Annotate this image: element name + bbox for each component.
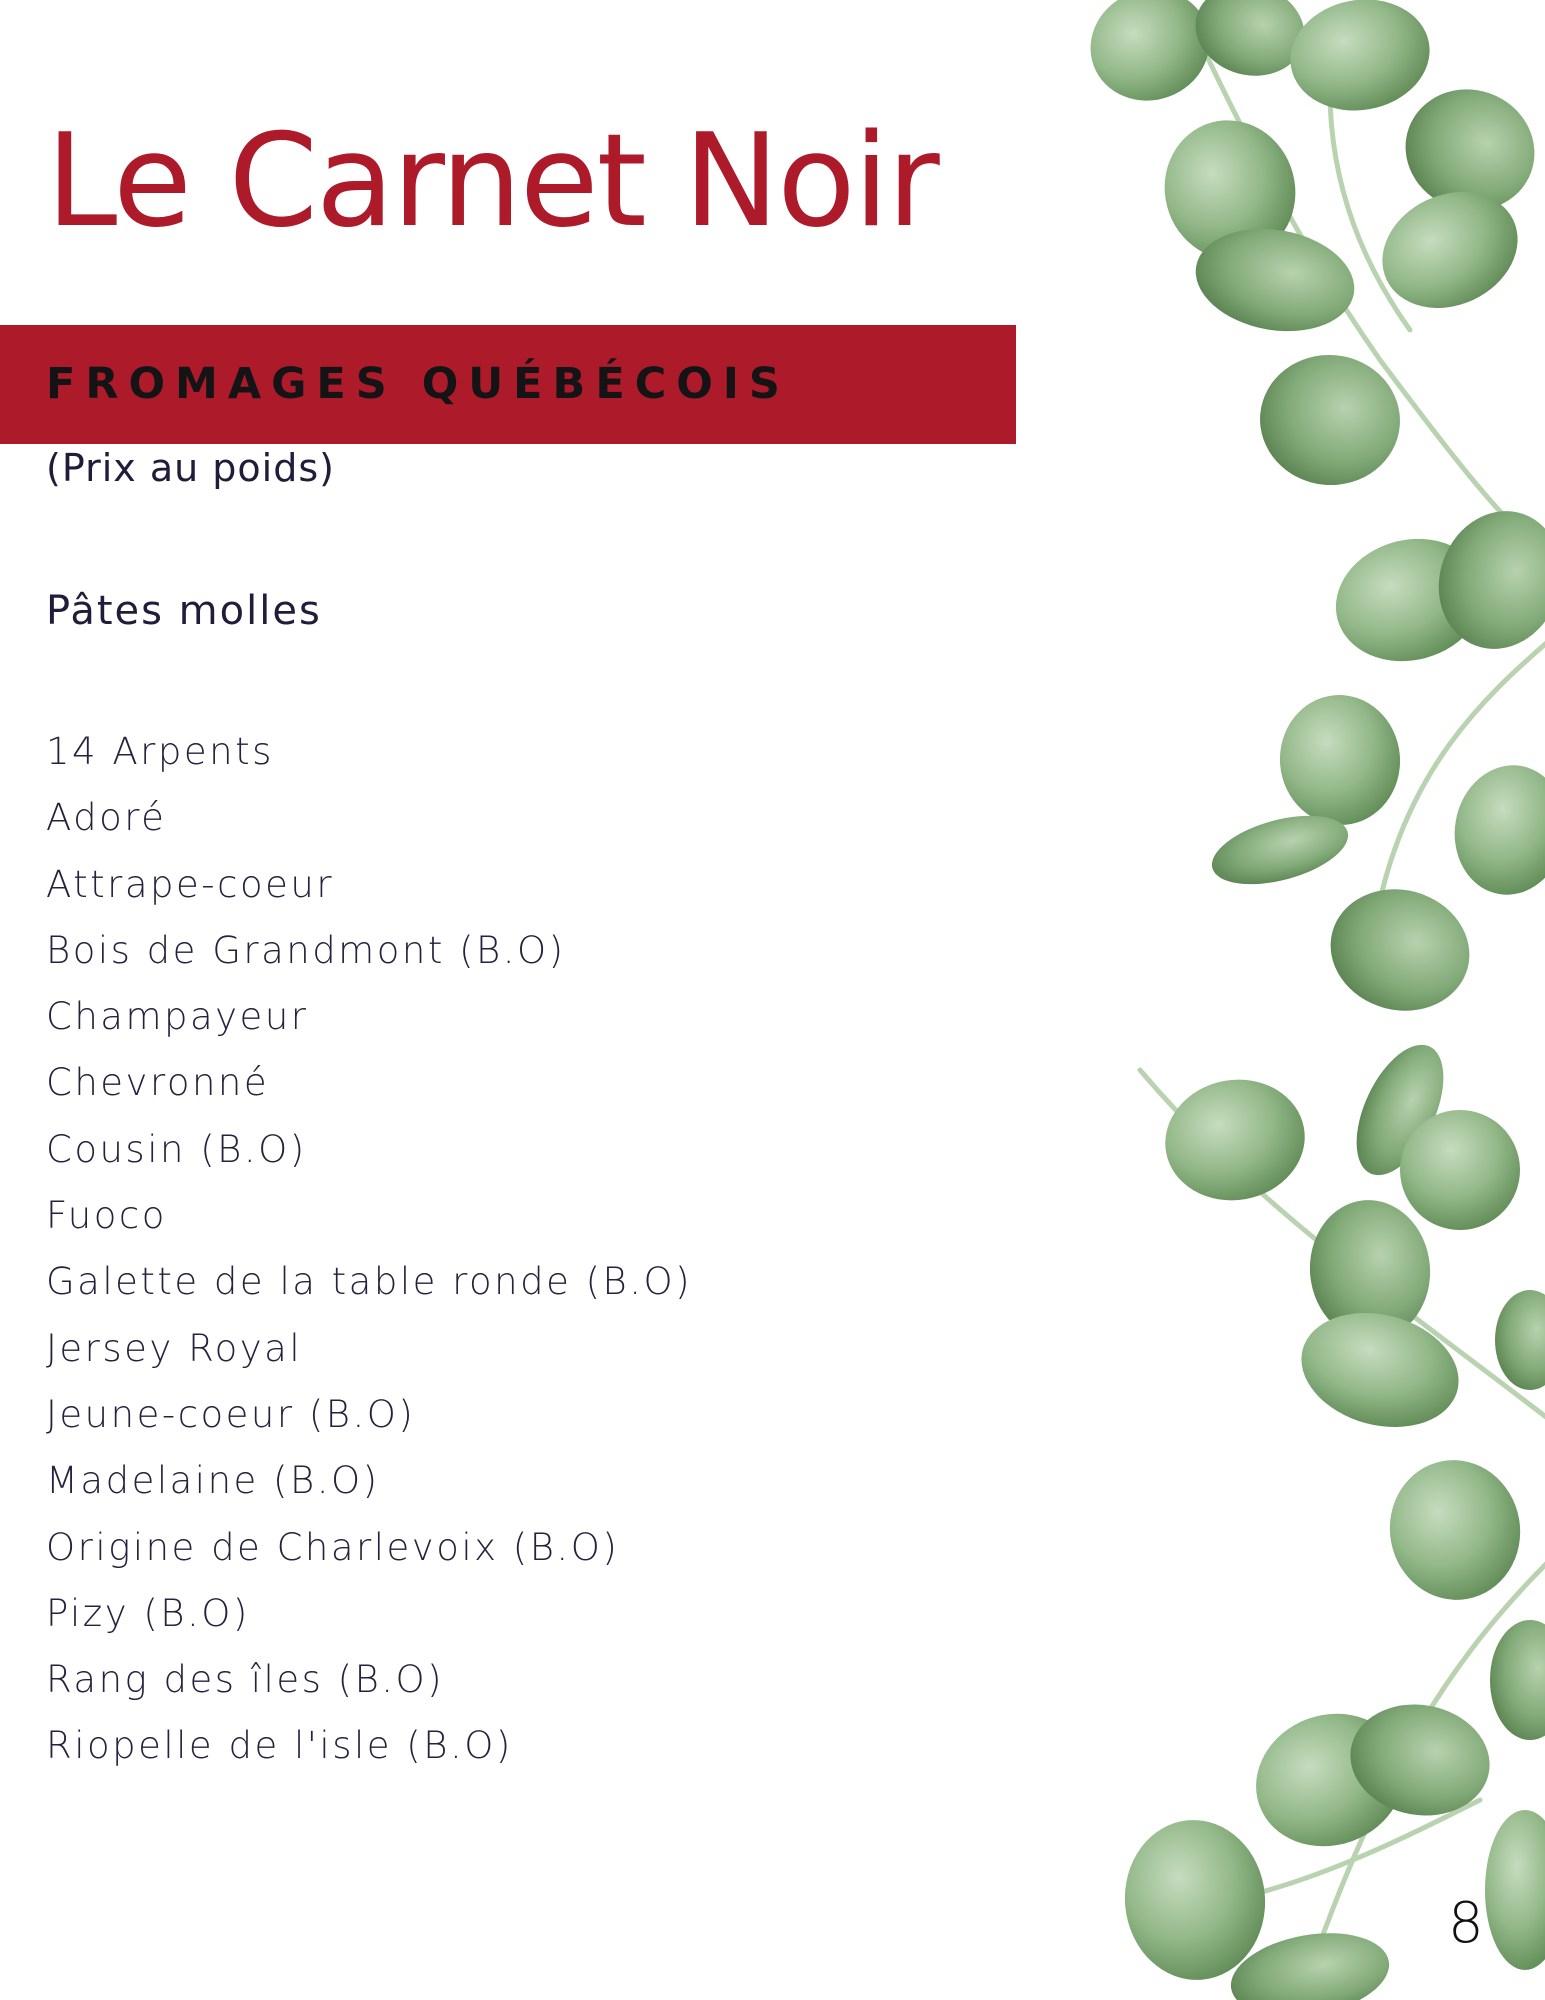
list-item: Bois de Grandmont (B.O) xyxy=(46,928,566,972)
list-item: Champayeur xyxy=(46,995,309,1039)
section-heading: Pâtes molles xyxy=(46,588,322,634)
price-note: (Prix au poids) xyxy=(46,446,335,490)
list-item: 14 Arpents xyxy=(46,730,274,773)
cheese-list xyxy=(46,726,692,1787)
list-item: Origine de Charlevoix (B.O) xyxy=(46,1525,620,1569)
list-item: Madelaine (B.O) xyxy=(46,1459,380,1503)
list-item: Galette de la table ronde (B.O) xyxy=(46,1260,693,1304)
eucalyptus-leaves-icon xyxy=(1080,0,1545,2000)
list-item: Jersey Royal xyxy=(46,1326,303,1370)
list-item: Fuoco xyxy=(46,1194,167,1238)
list-item: Jeune-coeur (B.O) xyxy=(46,1392,416,1436)
list-item: Attrape-coeur xyxy=(46,862,335,906)
section-banner xyxy=(0,325,1016,444)
list-item: Pizy (B.O) xyxy=(46,1591,250,1635)
page-title: Le Carnet Noir xyxy=(46,107,938,256)
page-number: 8 xyxy=(1448,1891,1484,1956)
list-item: Cousin (B.O) xyxy=(46,1127,307,1171)
banner-title: FROMAGES QUÉBÉCOIS xyxy=(46,359,790,409)
list-item: Rang des îles (B.O) xyxy=(46,1658,445,1702)
list-item: Riopelle de l'isle (B.O) xyxy=(46,1724,513,1768)
list-item: Chevronné xyxy=(46,1061,270,1105)
list-item: Adoré xyxy=(46,796,167,840)
